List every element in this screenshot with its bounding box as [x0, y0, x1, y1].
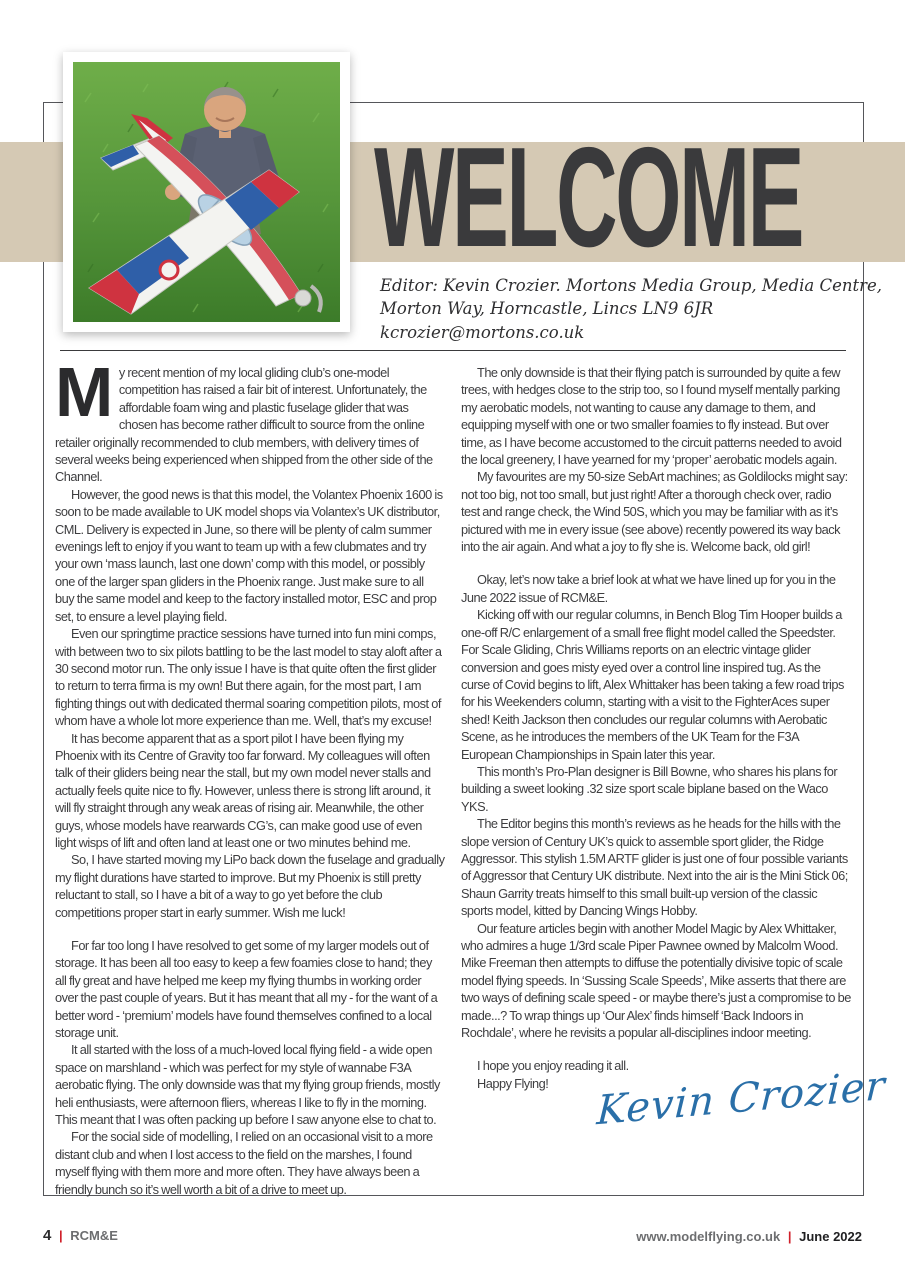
drop-cap: M	[55, 364, 113, 431]
editor-photo	[63, 52, 350, 332]
article-paragraph: The only downside is that their flying patch is surrounded by quite a few trees, with hedges close to the strip too, so I found myself mentally parking my aerobatic models, not wanting to cause any damage to them, and equipping myself with one or two smaller foamies to fly instead. But over time, as I have become accustomed to the circuit patterns needed to avoid the local greenery, I have yearned for my ‘proper’ aerobatic models again.	[461, 365, 842, 468]
article-paragraph: For the social side of modelling, I relied on an occasional visit to a more distant club and when I lost access to the field on the marshes, I found myself flying with them more and more often. They have always been a friendly bunch so it’s well worth a bit of a drive to meet up.	[55, 1129, 433, 1197]
article-paragraph: My favourites are my 50-size SebArt machines; as Goldilocks might say: not too big, not too small, but just right! After a thorough check over, radio test and range check, the Wind 50S, which you may be familiar with as it’s pictured with me in every issue (see above) recently powered its way back into the air again. And what a joy to fly she is. Welcome back, old girl!	[461, 469, 848, 555]
footer-issue-info	[636, 1229, 862, 1244]
page-title: WELCOME	[374, 118, 803, 277]
magazine-name: RCM&E	[70, 1228, 118, 1243]
article-paragraph: Happy Flying!	[477, 1075, 549, 1091]
article-left-column	[55, 364, 445, 1197]
article-paragraph: My recent mention of my local gliding club’s one-model competition has raised a fair bit of interest. Unfortunately, the affordable foam wing and plastic fuselage glider that was chosen has become rather difficult to source from the online retailer originally recommended to club members, with delivery times of several weeks being experienced when shipped from the other side of the Channel.	[55, 364, 433, 485]
page-number: 4	[43, 1227, 52, 1244]
editor-photo-illustration	[73, 62, 340, 322]
article-paragraph: Our feature articles begin with another Model Magic by Alex Whittaker, who admires a huge 1/3rd scale Piper Pawnee owned by Malcolm Wood. Mike Freeman then attempts to diffuse the potentially divisive topic of scale model flying speeds. In ‘Sussing Scale Speeds’, Mike asserts that there are two ways of defining scale speed - or maybe there’s just a compromise to be made...? To wrap things up ‘Our Alex’ finds himself ‘Back Indoors in Rochdale’, where he revisits a popular all-disciplines indoor meeting.	[461, 920, 851, 1041]
footer-issue: June 2022	[799, 1229, 862, 1244]
article-paragraph: I hope you enjoy reading it all.	[477, 1058, 629, 1074]
article-paragraph: The Editor begins this month’s reviews as he heads for the hills with the slope version of Century UK’s quick to assemble sport glider, the Ridge Aggressor. This stylish 1.5M ARTF glider is just one of four possible variants of Aggressor that Century UK distribute. Next into the air is the Mini Stick 06; Shaun Garrity treats himself to this small built-up version of the classic sports model, kitted by Dancing Wings Hobby.	[461, 816, 848, 919]
article-paragraph: For far too long I have resolved to get some of my larger models out of storage. It has been all too easy to keep a few foamies close to hand; they all fly great and have helped me keep my flying thumbs in working order over the past couple of years. But it has meant that all my - for the want of a better word - ‘premium’ models have found themselves confined to a local storage unit.	[55, 938, 438, 1041]
editor-signature: Kevin Crozier	[595, 1062, 887, 1135]
footer-separator: |	[787, 1229, 792, 1244]
editor-contact-info	[380, 274, 882, 344]
article-paragraph: However, the good news is that this model, the Volantex Phoenix 1600 is soon to be made available to UK model shops via Volantex’s UK distributor, CML. Delivery is expected in June, so there will be plenty of calm summer evenings left to enjoy if you want to team up with a few clubmates and try your own ‘mass launch, last one down’ comp with this model, or possibly one of the larger span gliders in the Phoenix range. Just make sure to all buy the same model and keep to the factory installed motor, ESC and prop set, to ensure a level playing field.	[55, 486, 443, 624]
article-paragraph: It all started with the loss of a much-loved local flying field - a wide open space on marshland - which was perfect for my style of wannabe F3A aerobatic flying. The only downside was that my flying group friends, mostly heli enthusiasts, were afternoon fliers, whereas I like to fly in the morning. This meant that I was often packing up before I saw anyone else to chat to.	[55, 1042, 440, 1128]
editor-email: kcrozier@mortons.co.uk	[380, 322, 585, 342]
editor-contact-line: Morton Way, Horncastle, Lincs LN9 6JR	[380, 299, 714, 319]
article-paragraph: It has become apparent that as a sport pilot I have been flying my Phoenix with its Centre of Gravity too far forward. My colleagues will often talk of their gliders being near the stall, but my own model never stalls and actually feels quite nice to fly. However, unless there is strong lift around, it will fly straight through any weak areas of rising air. Meanwhile, the other guys, whose models have rearwards CG’s, can make good use of even light wisps of lift and often land at least one or two minutes behind me.	[55, 730, 431, 850]
article-paragraph: So, I have started moving my LiPo back down the fuselage and gradually my flight durations have started to improve. But my Phoenix is still pretty reluctant to stall, so I have a bit of a way to go yet before the club competitions proper start in early summer. Wish me luck!	[55, 852, 445, 920]
masthead-divider	[60, 350, 846, 351]
footer-separator: |	[58, 1228, 63, 1243]
article-paragraph: This month’s Pro-Plan designer is Bill Bowne, who shares his plans for building a sweet looking .32 size sport scale biplane based on the Waco YKS.	[461, 763, 838, 814]
footer-page-info	[43, 1227, 118, 1244]
footer-website: www.modelflying.co.uk	[636, 1229, 781, 1244]
editor-contact-line: Editor: Kevin Crozier. Mortons Media Group, Media Centre,	[380, 276, 883, 295]
article-paragraph: Okay, let’s now take a brief look at what we have lined up for you in the June 2022 issue of RCM&E.	[461, 572, 836, 605]
article-paragraph: Kicking off with our regular columns, in Bench Blog Tim Hooper builds a one-off R/C enlargement of a small free flight model called the Speedster. For Scale Gliding, Chris Williams reports on an electric vintage glider conversion and goes misty eyed over a control line inspired tug. As the curse of Covid begins to lift, Alex Whittaker has been taking a few road trips for his Weekenders column, starting with a visit to the FighterAces super shed! Keith Jackson then concludes our regular columns with Aerobatic Scene, as he introduces the members of the UK Team for the F3A European Championships in Spain later this year.	[461, 607, 844, 762]
article-body	[55, 364, 851, 1197]
article-paragraph: Even our springtime practice sessions have turned into fun mini comps, with between two to six pilots battling to be the last model to stay aloft after a 30 second motor run. The only issue I have is that quite often the first glider to return to terra firma is my own! But there again, for the most part, I am fighting things out with dedicated thermal soaring competition pilots, most of whom have a whole lot more experience than me. Well, that’s my excuse!	[55, 626, 442, 729]
